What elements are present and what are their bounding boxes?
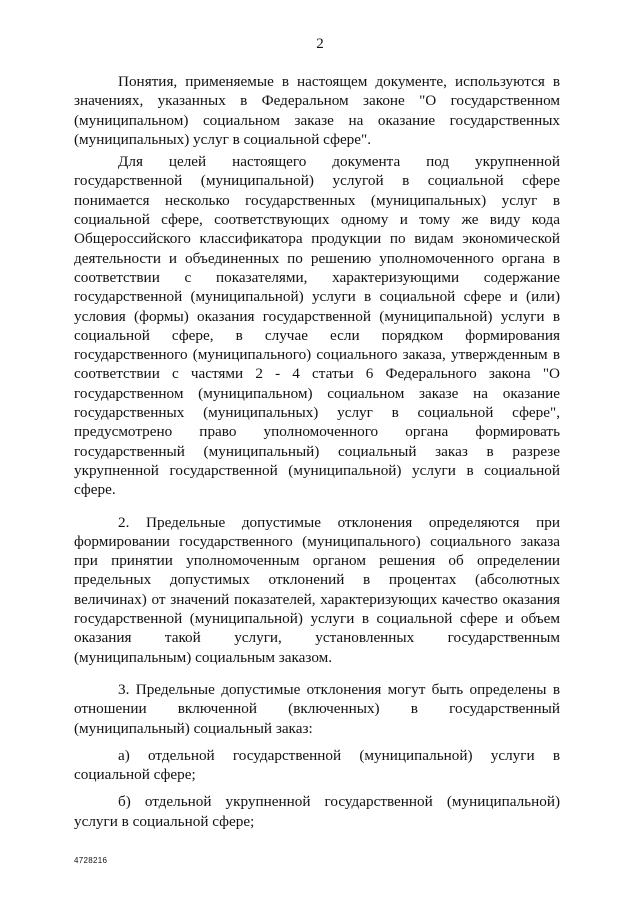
document-code: 4728216	[74, 856, 108, 865]
paragraph-item-2: 2. Предельные допустимые отклонения определяются при формировании государственного (муниципального) социального заказа при принятии уполномоченным органом решения об определении предельных допустимых отклонений в процентах (абсолютных величинах) от значений показателей, характеризующих качество оказания государственной (муниципальной) услуги в социальной сфере и объем оказания такой услуги, установленных государственным (муниципальным) социальным заказом.	[74, 513, 560, 666]
document-body	[74, 72, 560, 831]
paragraph-definitions: Понятия, применяемые в настоящем документе, используются в значениях, указанных в Федеральном законе "О государственном (муниципальном) социальном заказе на оказание государственных (муниципальных) услуг в социальной сфере".	[74, 73, 560, 148]
paragraph-item-3: 3. Предельные допустимые отклонения могут быть определены в отношении включенной (включенных) в государственный (муниципальный) социальный заказ:	[74, 680, 560, 737]
page-number: 2	[316, 36, 324, 52]
paragraph-item-3b: б) отдельной укрупненной государственной (муниципальной) услуги в социальной сфере;	[74, 793, 560, 830]
paragraph-item-3a: а) отдельной государственной (муниципальной) услуги в социальной сфере;	[74, 746, 560, 784]
paragraph-consolidated-service: Для целей настоящего документа под укрупненной государственной (муниципальной) услугой в социальной сфере понимается несколько государственных (муниципальных) услуг в социальной сфере, соответствующих одному и тому же виду кода Общероссийского классификатора продукции по видам экономической деятельности и объединенных по решению уполномоченного органа в соответствии с показателями, характеризующими содержание государственной (муниципальной) услуги в социальной сфере и (или) условия (формы) оказания государственной (муниципальной) услуги в социальной сфере, в случае если порядком формирования государственного (муниципального) социального заказа, утвержденным в соответствии с частями 2 - 4 статьи 6 Федерального закона "О государственном (муниципальном) социальном заказе на оказание государственных (муниципальных) услуг в социальной сфере", предусмотрено право уполномоченного органа формировать государственный (муниципальный) социальный заказ в разрезе укрупненной государственной (муниципальной) услуги в социальной сфере.	[74, 153, 560, 499]
